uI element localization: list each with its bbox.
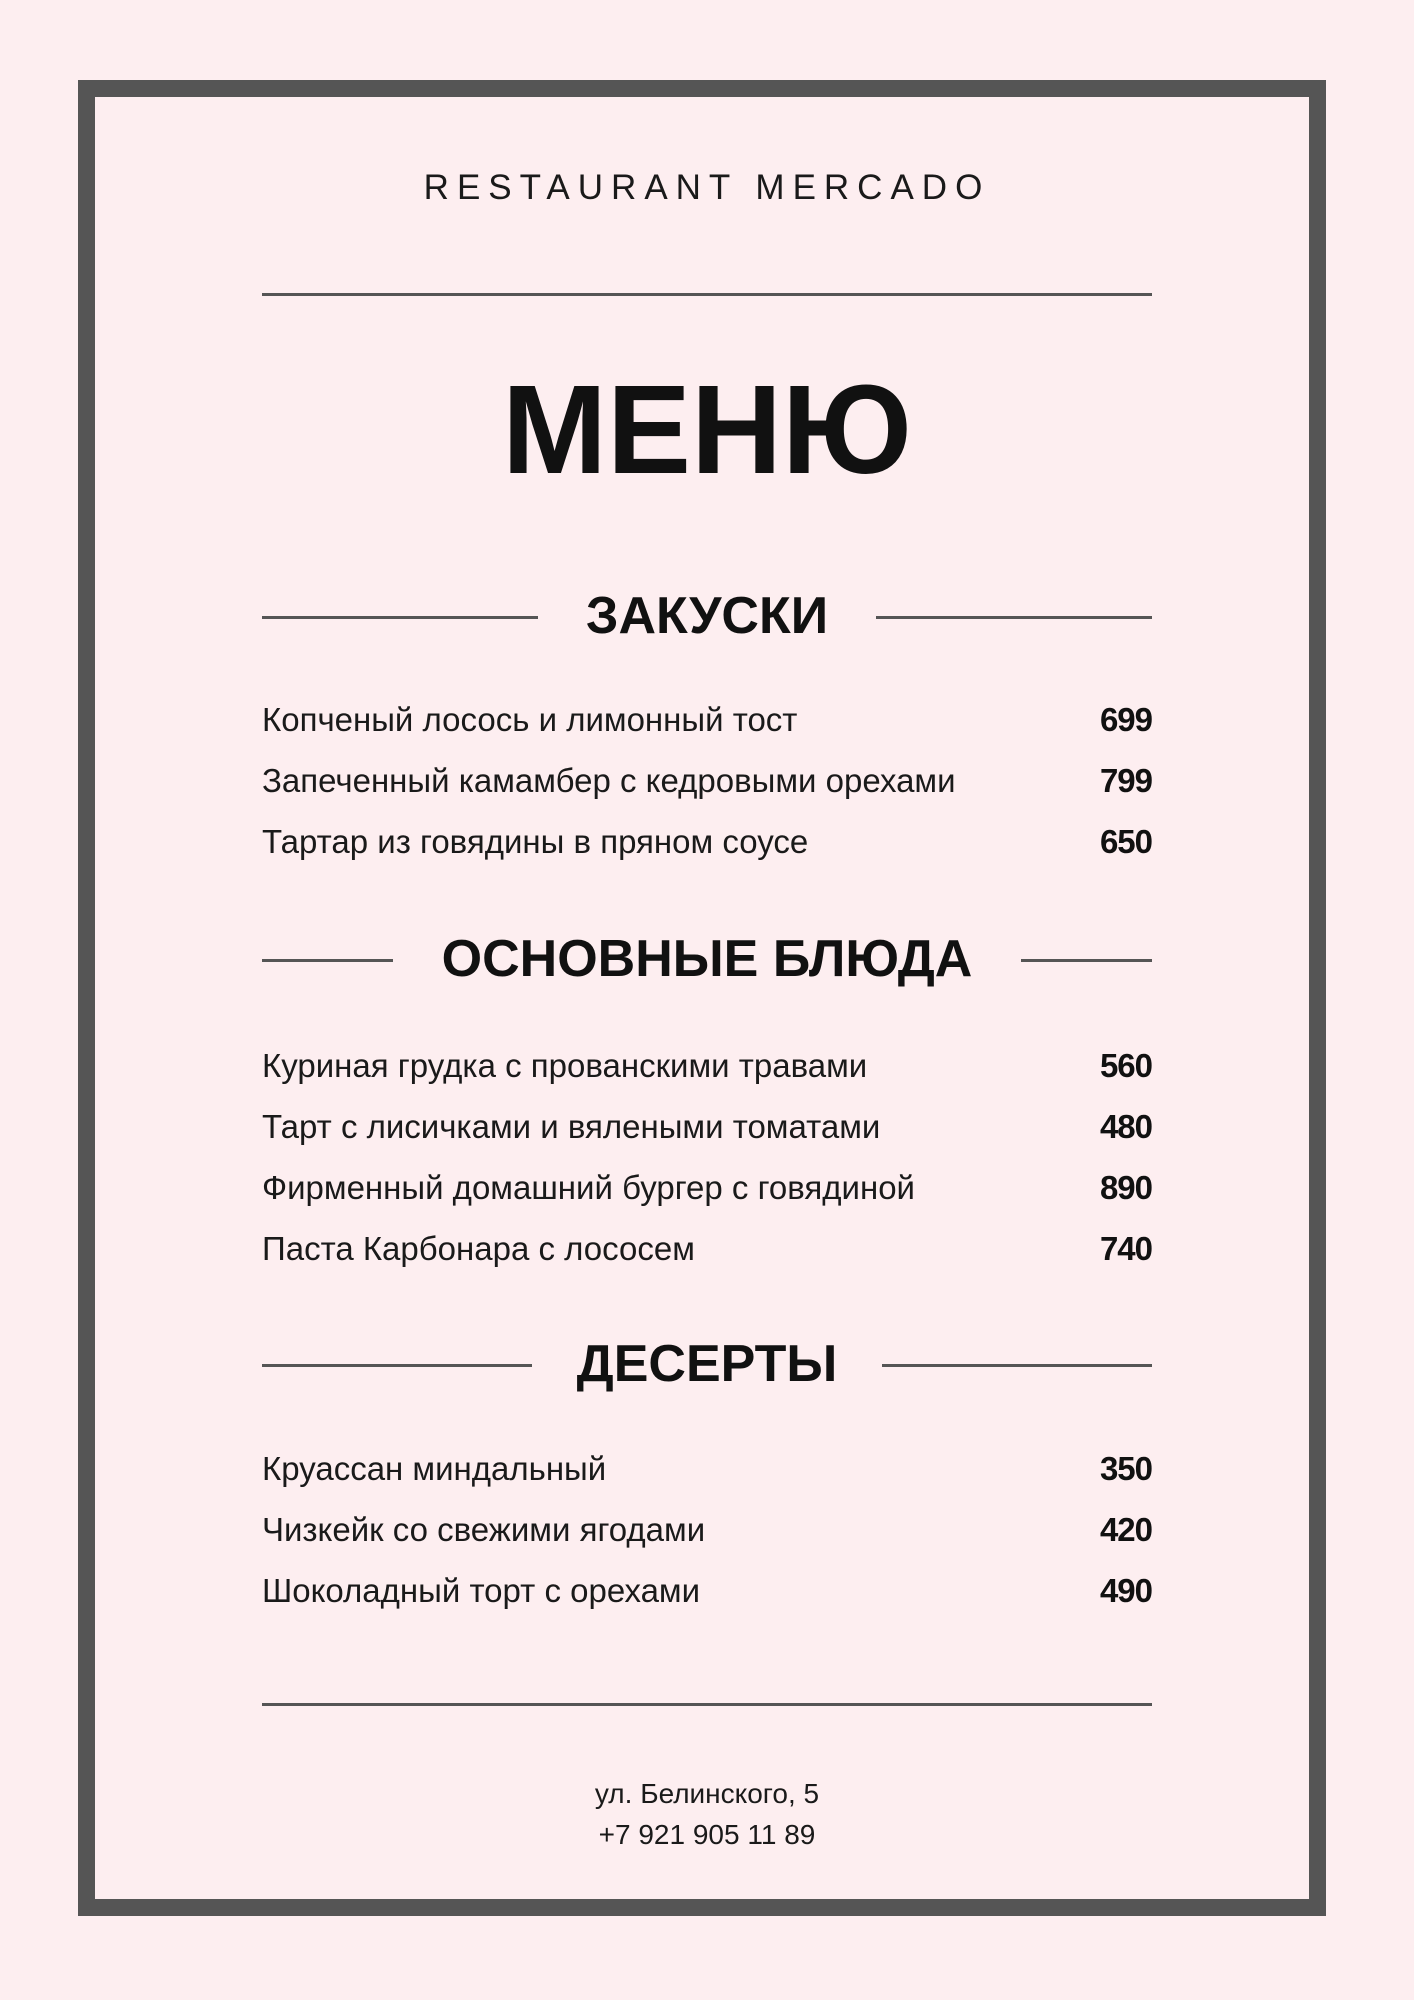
menu-item [262,1103,1152,1151]
menu-item [262,1445,1152,1493]
menu-item [262,1225,1152,1273]
menu-item [262,696,1152,744]
menu-item-name: Круассан миндальный [262,1450,607,1487]
menu-item-price: 350 [1099,1450,1152,1487]
menu-item [262,818,1152,866]
menu-item [262,1164,1152,1212]
menu-item [262,1567,1152,1615]
restaurant-name: RESTAURANT MERCADO [423,168,991,207]
section-header-desserts [262,1334,1152,1394]
menu-item-price: 420 [1099,1511,1152,1548]
section-header-main-courses [262,929,1152,989]
menu-item-name: Куриная грудка с прованскими травами [262,1047,868,1084]
section-title: ОСНОВНЫЕ БЛЮДА [441,930,973,988]
menu-item [262,1042,1152,1090]
address: ул. Белинского, 5 [594,1778,820,1809]
menu-item-price: 480 [1099,1108,1152,1145]
menu-title: МЕНЮ [502,359,912,500]
menu-item-price: 799 [1099,762,1152,799]
menu-item [262,757,1152,805]
menu-item-name: Копченый лосось и лимонный тост [262,701,798,738]
menu-item-name: Запеченный камамбер с кедровыми орехами [262,762,956,799]
bottom-divider [262,1703,1152,1706]
menu-item-price: 560 [1099,1047,1152,1084]
menu-item [262,1506,1152,1554]
top-divider [262,293,1152,296]
section-title: ДЕСЕРТЫ [576,1335,838,1393]
menu-frame [78,80,1326,1916]
menu-item-price: 740 [1099,1230,1152,1267]
menu-item-name: Чизкейк со свежими ягодами [262,1511,706,1548]
menu-item-price: 490 [1099,1572,1152,1609]
section-title: ЗАКУСКИ [585,587,829,645]
menu-item-name: Тарт с лисичками и вялеными томатами [262,1108,881,1145]
menu-item-name: Тартар из говядины в пряном соусе [262,823,809,860]
menu-item-price: 699 [1099,701,1152,738]
phone-number: +7 921 905 11 89 [598,1819,816,1850]
menu-item-price: 890 [1099,1169,1152,1206]
menu-item-name: Шоколадный торт с орехами [262,1572,701,1609]
menu-item-name: Паста Карбонара с лососем [262,1230,695,1267]
menu-item-price: 650 [1099,823,1152,860]
menu-item-name: Фирменный домашний бургер с говядиной [262,1169,915,1206]
section-header-appetizers [262,586,1152,646]
